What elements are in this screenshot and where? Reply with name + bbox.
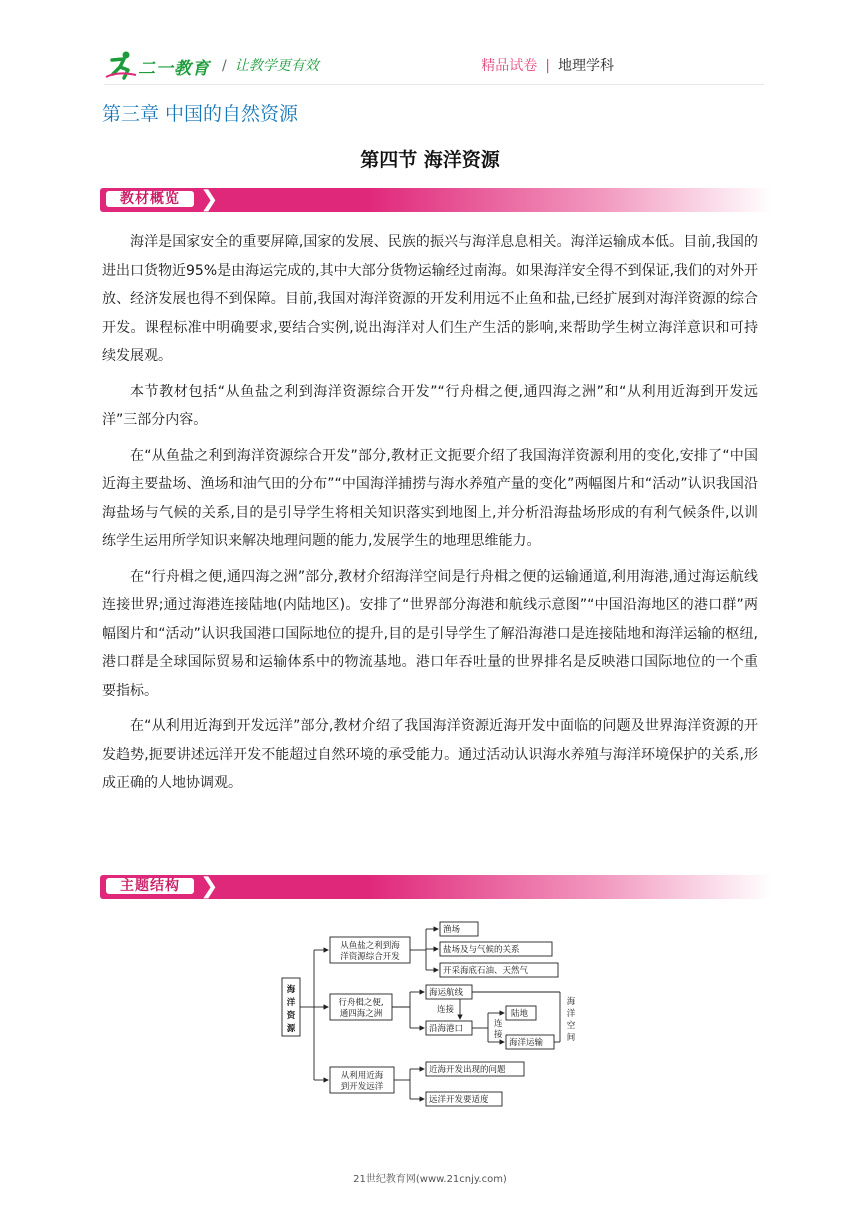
overview-text — [102, 228, 758, 805]
header-left-label: 精品试卷 — [481, 58, 538, 74]
root-label: 洋 — [286, 998, 296, 1008]
paragraph: 在“行舟楫之便,通四海之洲”部分,教材介绍海洋空间是行舟楫之便的运输通道,利用海港,通过海运航线连接世界;通过海港连接陆地(内陆地区)。安排了“世界部分海港和航线示意图”“中国沿海地区的港口群”两幅图片和“活动”认识我国港口国际地位的提升,目的是引导学生了解沿海港口是连接陆地和海洋运输的枢纽,港口群是全球国际贸易和运输体系中的物流基地。港口年吞吐量的世界排名是反映港口国际地位的一个重要指标。 — [102, 568, 758, 699]
banner-label: 主题结构 — [104, 876, 196, 896]
branch-title: 行舟楫之便, — [338, 998, 384, 1008]
connector-label: 连接 — [437, 1005, 455, 1015]
leaf-label: 开采海底石油、天然气 — [443, 966, 529, 976]
paragraph: 海洋是国家安全的重要屏障,国家的发展、民族的振兴与海洋息息相关。海洋运输成本低。目前,我国的进出口货物近95%是由海运完成的,其中大部分货物运输经过南海。如果海洋安全得不到保证,我们的对外开放、经济发展也得不到保障。目前,我国对海洋资源的开发利用远不止鱼和盐,已经扩展到对海洋资源的综合开发。课程标准中明确要求,要结合实例,说出海洋对人们生产生活的影响,来帮助学生树立海洋意识和可持续发展观。 — [102, 234, 759, 364]
runner-icon — [104, 50, 138, 80]
space-label: 空 — [566, 1021, 576, 1031]
leaf-label: 远洋开发要适度 — [429, 1095, 489, 1105]
topic-structure-diagram — [280, 918, 600, 1118]
leaf-label: 近海开发出现的问题 — [429, 1065, 506, 1075]
page-footer: 21世纪教育网(www.21cnjy.com) — [353, 1174, 507, 1185]
structure-banner — [100, 873, 772, 901]
leaf-label: 渔场 — [443, 925, 461, 935]
branch-title: 通四海之洲 — [339, 1009, 383, 1019]
space-label: 洋 — [566, 1009, 576, 1019]
overview-banner — [100, 186, 772, 214]
chevron-right-icon: ❯ — [200, 187, 219, 212]
leaf-label: 海洋运输 — [509, 1038, 544, 1048]
header-right-label: 地理学科 — [558, 58, 614, 74]
page-header — [104, 48, 764, 84]
connector-label: 连 — [494, 1019, 503, 1029]
connector-label: 接 — [494, 1030, 503, 1040]
header-rule — [104, 84, 764, 85]
leaf-label: 盐场及与气候的关系 — [443, 945, 520, 955]
slash-divider: / — [222, 58, 227, 74]
slogan-text: 让教学更有效 — [234, 58, 319, 74]
branch-title: 到开发远洋 — [340, 1082, 384, 1092]
banner-label: 教材概览 — [104, 189, 196, 209]
chapter-title: 第三章 中国的自然资源 — [102, 103, 299, 125]
slogan — [222, 55, 319, 75]
section-title: 第四节 海洋资源 — [360, 149, 500, 171]
root-label: 源 — [286, 1024, 296, 1034]
space-label: 间 — [566, 1033, 576, 1043]
leaf-label: 沿海港口 — [429, 1024, 464, 1034]
branch-title: 从利用近海 — [340, 1071, 384, 1081]
branch-title: 洋资源综合开发 — [340, 952, 400, 962]
root-label: 资 — [286, 1011, 296, 1021]
logo-text: 二一教育 — [138, 59, 210, 79]
header-divider: | — [545, 58, 550, 74]
root-label: 海 — [286, 985, 296, 995]
paragraph: 在“从利用近海到开发远洋”部分,教材介绍了我国海洋资源近海开发中面临的问题及世界海洋资源的开发趋势,扼要讲述远洋开发不能超过自然环境的承受能力。通过活动认识海水养殖与海洋环境保护的关系,形成正确的人地协调观。 — [102, 718, 758, 791]
leaf-label: 陆地 — [511, 1009, 529, 1019]
space-label: 海 — [566, 997, 576, 1007]
branch-title: 从鱼盐之利到海 — [340, 941, 400, 951]
chevron-right-icon: ❯ — [200, 874, 219, 899]
paragraph: 在“从鱼盐之利到海洋资源综合开发”部分,教材正文扼要介绍了我国海洋资源利用的变化,安排了“中国近海主要盐场、渔场和油气田的分布”“中国海洋捕捞与海水养殖产量的变化”两幅图片和“活动”认识我国沿海盐场与气候的关系,目的是引导学生将相关知识落实到地图上,并分析沿海盐场形成的有利气候条件,以训练学生运用所学知识来解决地理问题的能力,发展学生的地理思维能力。 — [102, 447, 758, 549]
header-labels — [481, 55, 614, 75]
leaf-label: 海运航线 — [429, 988, 464, 998]
paragraph: 本节教材包括“从鱼盐之利到海洋资源综合开发”“行舟楫之便,通四海之洲”和“从利用近海到开发远洋”三部分内容。 — [102, 383, 758, 428]
